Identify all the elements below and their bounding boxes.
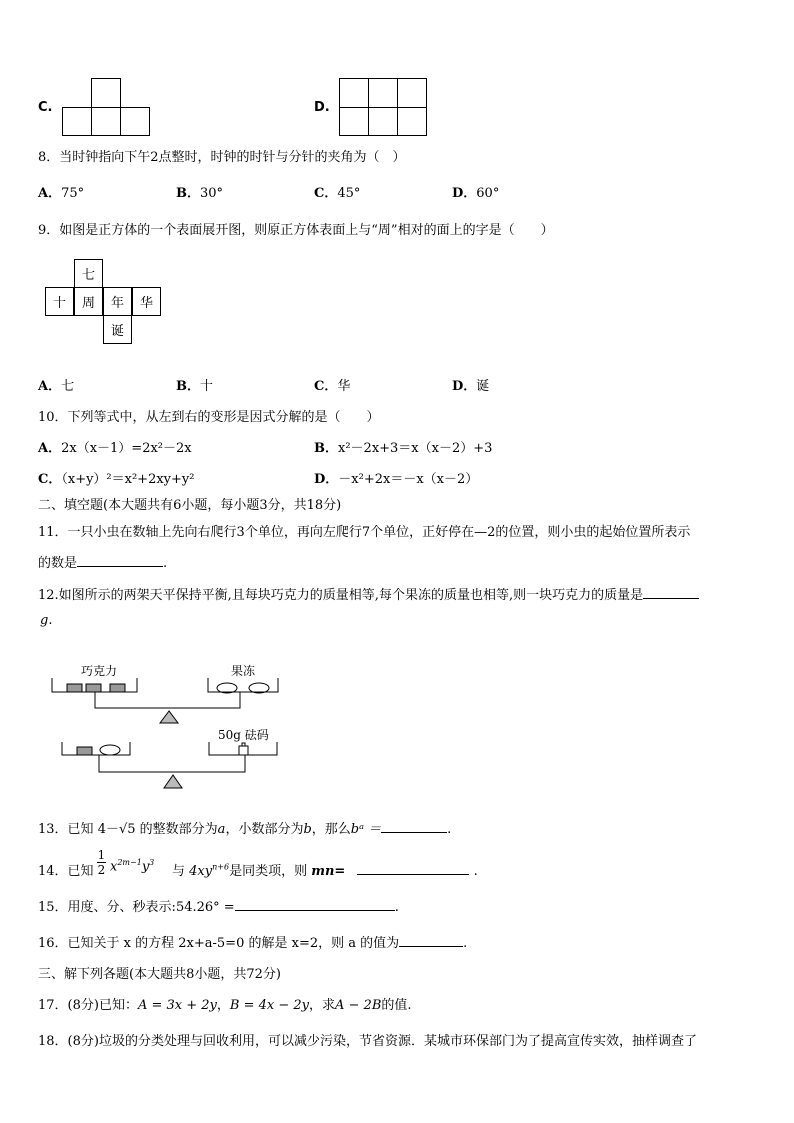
label-weight: 50g 砝码 [218,728,269,742]
q13: 13．已知 4－√5 的整数部分为a，小数部分为b，那么bᵃ ＝ . [38,822,452,837]
net-face-dan: 诞 [103,315,132,344]
net-face-zhou: 周 [74,287,103,316]
q10-option-c: C．（x+y）²＝x²+2xy+y² [38,472,195,487]
q9-stem: 9．如图是正方体的一个表面展开图，则原正方体表面上与“周”相对的面上的字是（ ） [38,223,554,238]
q10-stem: 10．下列等式中，从左到右的变形是因式分解的是（ ） [38,410,380,425]
q8-option-c: C．45° [314,186,361,201]
q7-option-d-letter: D. [314,100,330,115]
q11-line2: 的数是 . [38,556,168,571]
net-face-shi: 十 [45,287,74,316]
q9-option-a: A．七 [38,379,75,394]
net-face-hua: 华 [132,287,161,316]
q9-option-d: D．诞 [452,379,490,394]
q12-balance-figure [44,660,284,800]
q8-option-b: B．30° [176,186,224,201]
q8-stem: 8．当时钟指向下午2点整时，时钟的时针与分针的夹角为（ ） [38,150,406,165]
section-fill-in-title: 二、填空题(本大题共有6小题，每小题3分，共18分) [38,498,342,513]
q9-option-b: B．十 [176,379,214,394]
q14-fraction: 1 2 [97,848,106,877]
net-face-qi: 七 [74,259,103,288]
q16: 16．已知关于 x 的方程 2x+a-5=0 的解是 x=2，则 a 的值为 . [38,936,468,951]
q12-line2: g. [40,613,53,628]
q10-option-a: A．2x（x－1）=2x²－2x [38,441,192,456]
section-solve-title: 三、解下列各题(本大题共8小题，共72分) [38,967,281,982]
q9-option-c: C．华 [314,379,351,394]
q10-option-d: D．－x²+2x＝－x（x－2） [314,472,479,487]
q10-option-b: B．x²－2x+3＝x（x－2）+3 [314,441,493,456]
q8-option-a: A．75° [38,186,85,201]
q11-line1: 11．一只小虫在数轴上先向右爬行3个单位，再向左爬行7个单位，正好停在—2的位置，则小虫的起始位置所表示 [38,525,691,540]
label-jelly: 果冻 [231,664,256,678]
q7-option-c-letter: C. [38,100,53,115]
net-face-nian: 年 [103,287,132,316]
label-chocolate: 巧克力 [81,664,118,678]
q12-line1: 12.如图所示的两架天平保持平衡,且每块巧克力的质量相等,每个果冻的质量也相等,则一块巧克力的质量是 [38,584,699,603]
q15: 15．用度、分、秒表示:54.26° = . [38,900,399,915]
q17: 17．(8分)已知：A = 3x + 2y，B = 4x − 2y，求A − 2B的值. [38,998,412,1013]
q8-option-d: D．60° [452,186,500,201]
q18: 18．(8分)垃圾的分类处理与回收利用，可以减少污染，节省资源．某城市环保部门为了提高宣传实效，抽样调查了 [38,1034,697,1049]
